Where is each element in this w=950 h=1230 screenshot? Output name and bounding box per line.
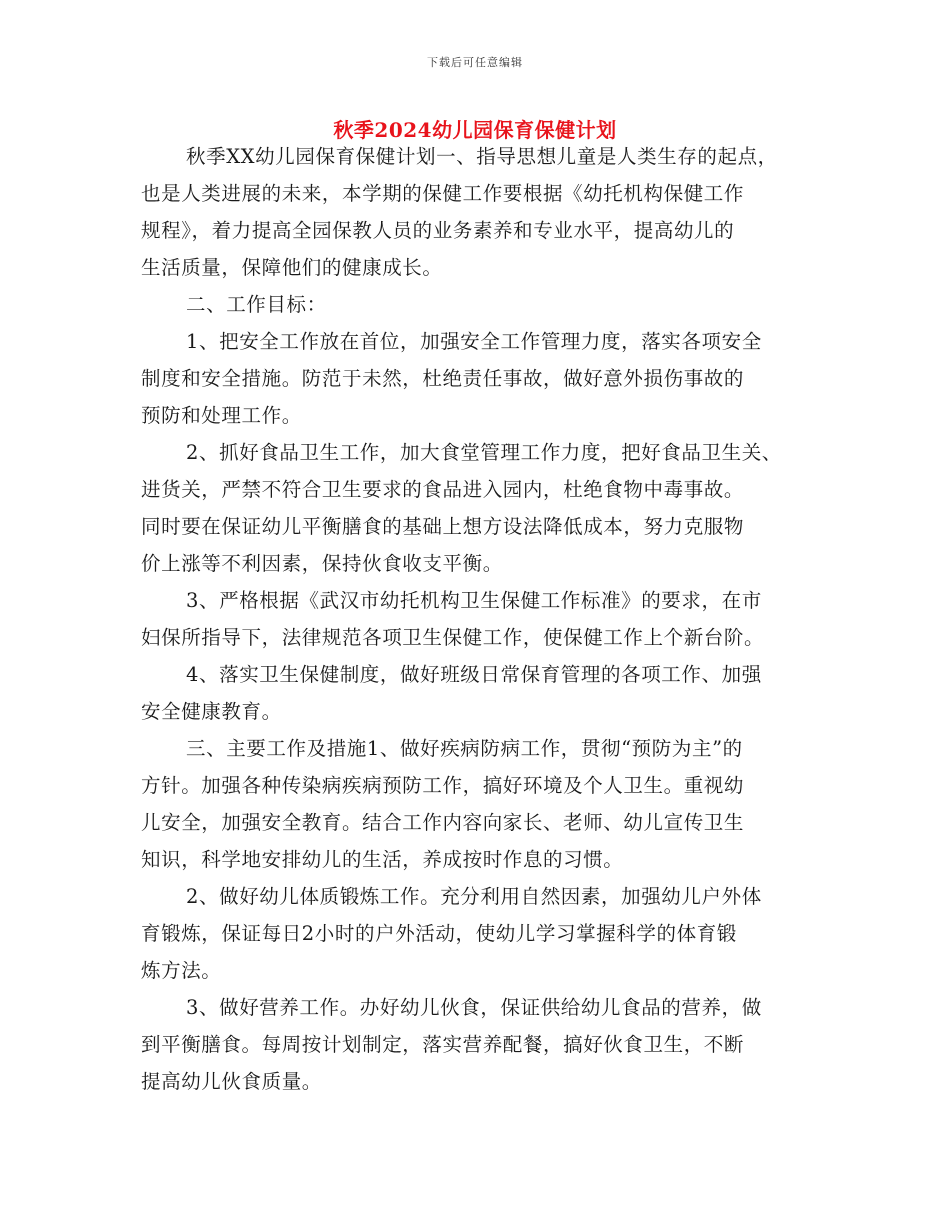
body-line: 育锻炼，保证每日2小时的户外活动，使幼儿学习掌握科学的体育锻 [141, 922, 737, 945]
body-line: 也是人类进展的未来，本学期的保健工作要根据《幼托机构保健工作 [141, 182, 745, 205]
body-line: 提高幼儿伙食质量。 [141, 1070, 322, 1093]
body-line: 1、把安全工作放在首位，加强安全工作管理力度，落实各项安全 [186, 330, 762, 353]
body-line: 规程》，着力提高全园保教人员的业务素养和专业水平，提高幼儿的 [141, 219, 735, 242]
body-line: 二、工作目标： [186, 293, 327, 316]
body-line: 炼方法。 [141, 959, 222, 982]
body-line: 3、严格根据《武汉市幼托机构卫生保健工作标准》的要求，在市 [186, 589, 762, 612]
body-line: 安全健康教育。 [141, 700, 282, 723]
body-line: 知识，科学地安排幼儿的生活，养成按时作息的习惯。 [141, 848, 624, 871]
body-line: 2、做好幼儿体质锻炼工作。充分利用自然因素，加强幼儿户外体 [186, 885, 762, 908]
body-line: 儿安全，加强安全教育。结合工作内容向家长、老师、幼儿宣传卫生 [141, 811, 745, 834]
body-line: 价上涨等不利因素，保持伙食收支平衡。 [141, 552, 503, 575]
body-line: 到平衡膳食。每周按计划制定，落实营养配餐，搞好伙食卫生，不断 [141, 1033, 745, 1056]
body-line: 制度和安全措施。防范于未然，杜绝责任事故，做好意外损伤事故的 [141, 367, 745, 390]
body-line: 同时要在保证幼儿平衡膳食的基础上想方设法降低成本，努力克服物 [141, 515, 745, 538]
body-line: 妇保所指导下，法律规范各项卫生保健工作，使保健工作上个新台阶。 [141, 626, 765, 649]
document-body [141, 138, 831, 1100]
body-line: 进货关，严禁不符合卫生要求的食品进入园内，杜绝食物中毒事故。 [141, 478, 745, 501]
body-line: 3、做好营养工作。办好幼儿伙食，保证供给幼儿食品的营养，做 [186, 996, 762, 1019]
body-line: 三、主要工作及措施1、做好疾病防病工作，贯彻“预防为主”的 [186, 737, 743, 760]
body-line: 4、落实卫生保健制度，做好班级日常保育管理的各项工作、加强 [186, 663, 762, 686]
document-title: 秋季2024幼儿园保育保健计划 [333, 118, 617, 142]
body-line: 方针。加强各种传染病疾病预防工作，搞好环境及个人卫生。重视幼 [141, 774, 745, 797]
header-note: 下载后可任意编辑 [427, 56, 523, 69]
body-line: 生活质量，保障他们的健康成长。 [141, 256, 443, 279]
body-line: 秋季XX幼儿园保育保健计划一、指导思想儿童是人类生存的起点， [186, 145, 778, 168]
body-line: 2、抓好食品卫生工作，加大食堂管理工作力度，把好食品卫生关、 [186, 441, 782, 464]
body-line: 预防和处理工作。 [141, 404, 302, 427]
